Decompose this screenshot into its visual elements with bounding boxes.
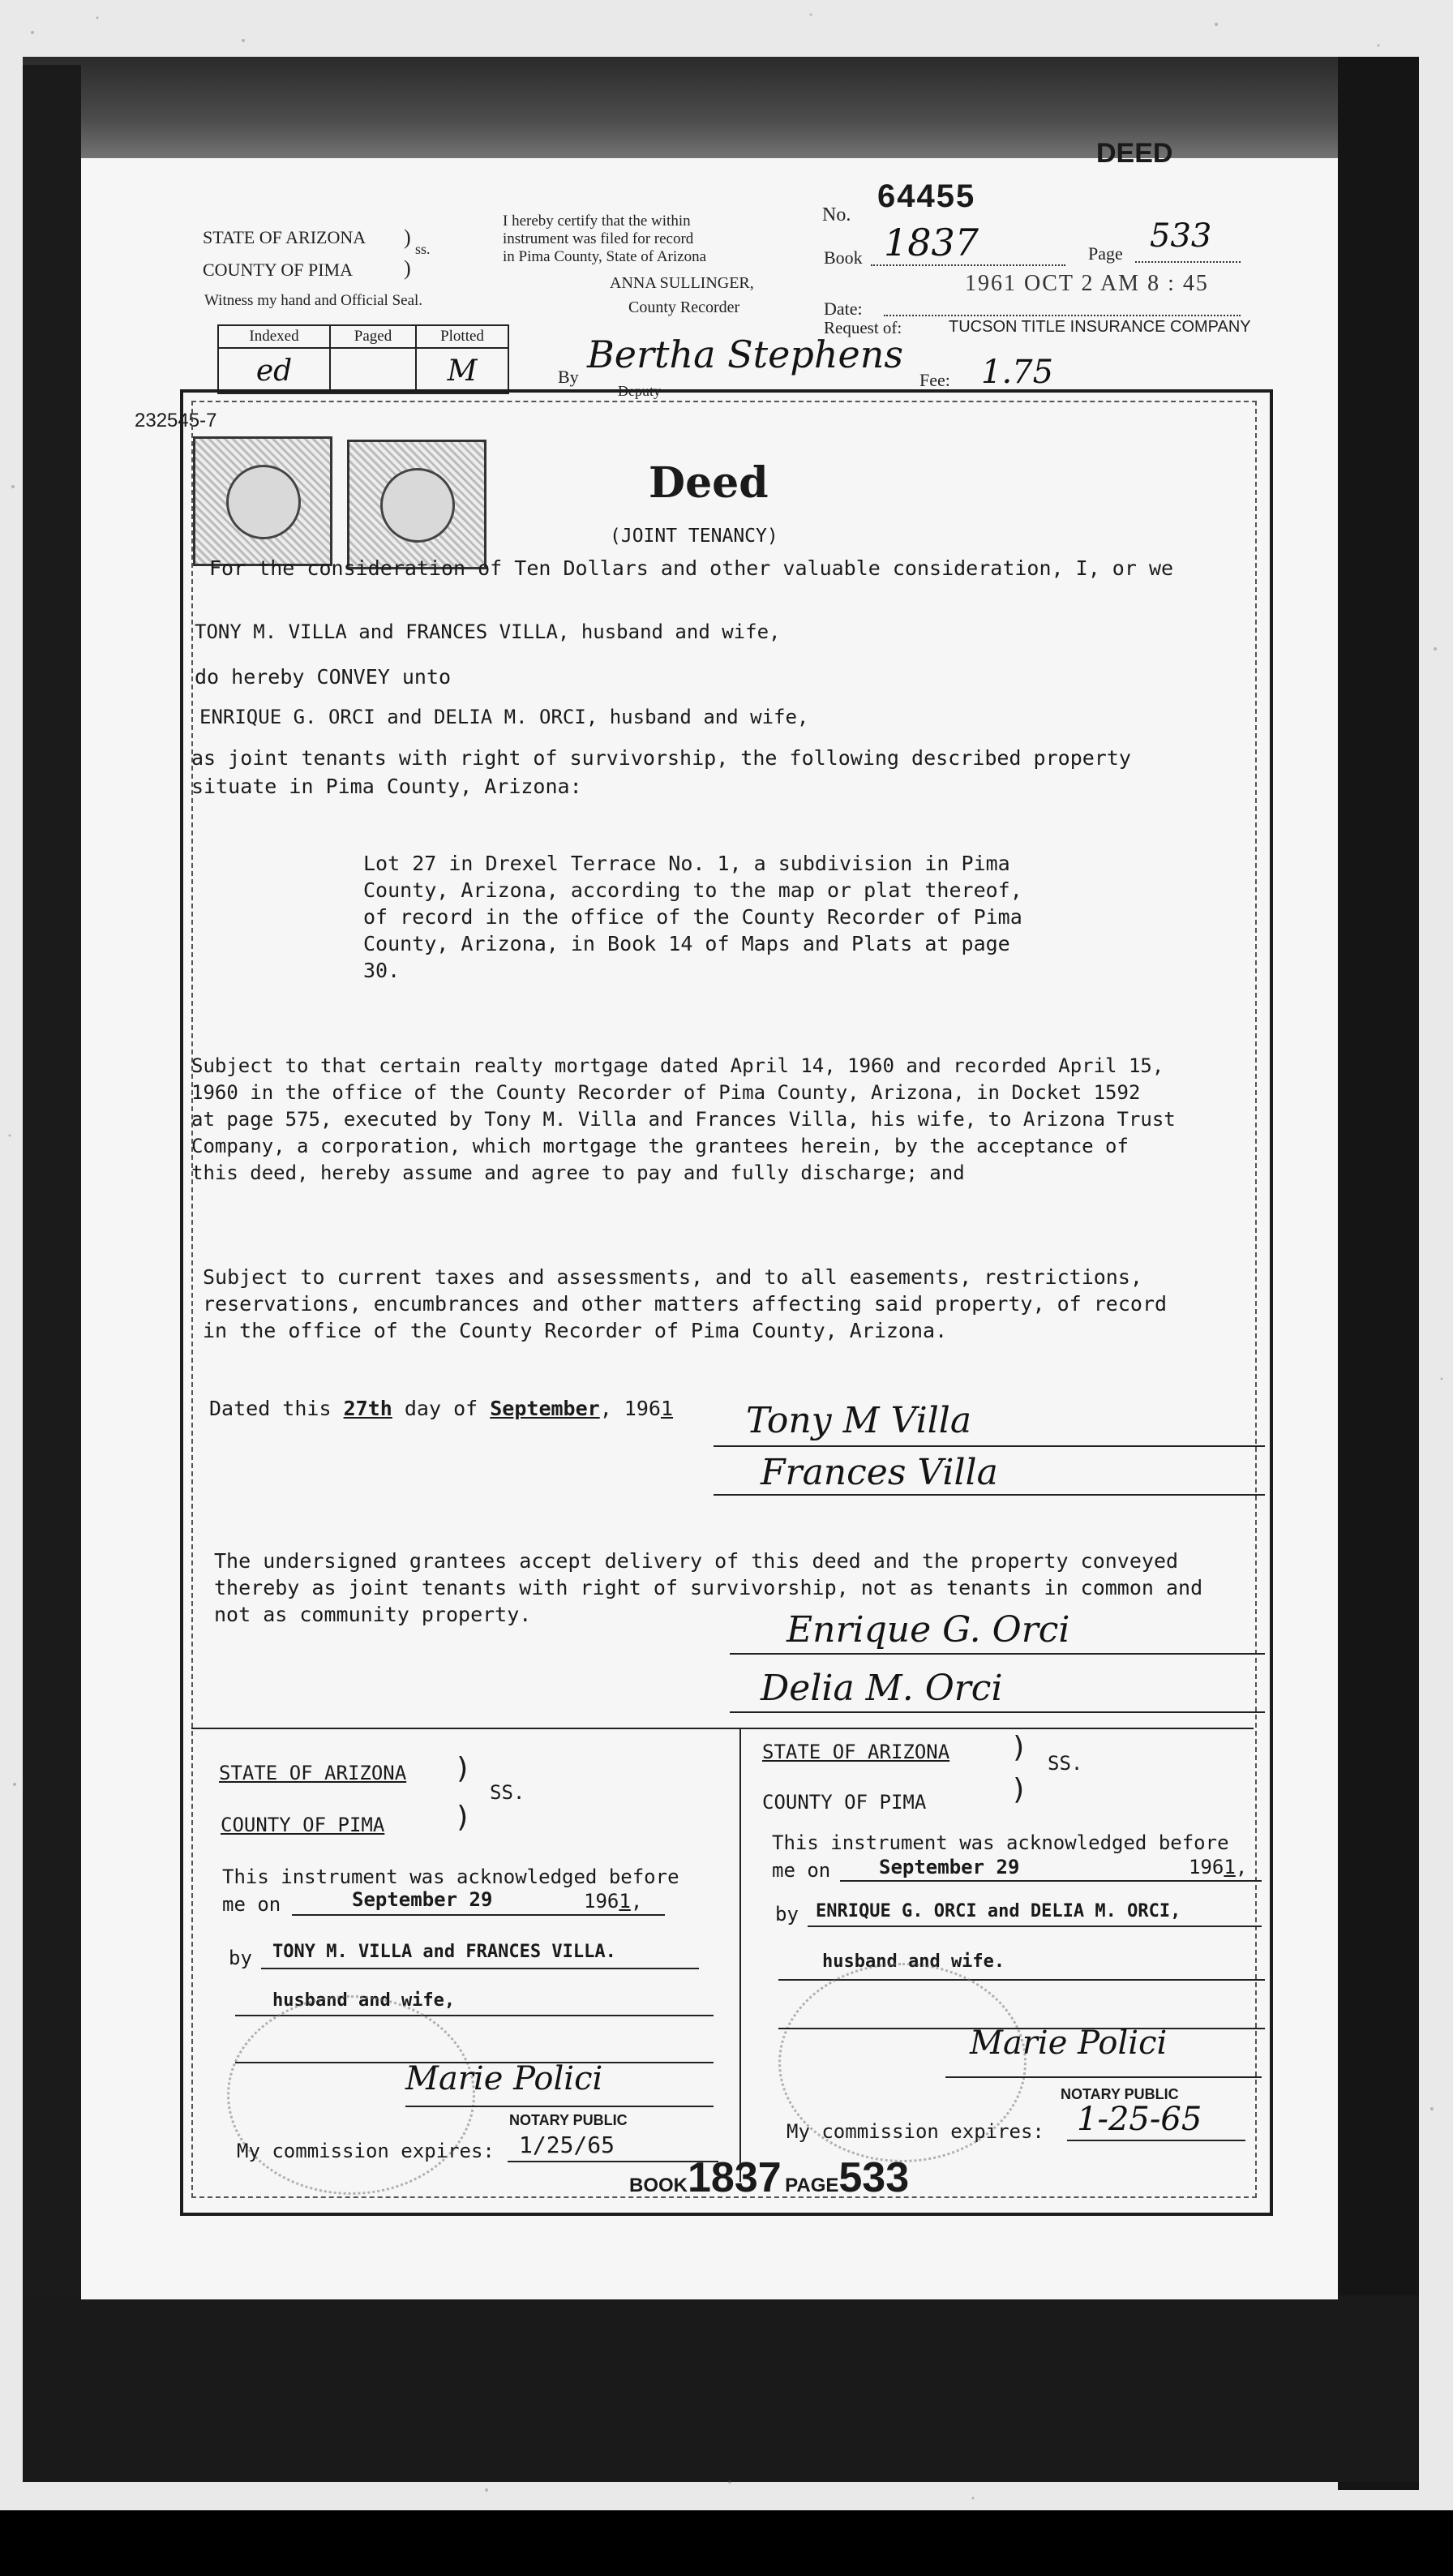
ack-divider — [191, 1728, 1254, 1729]
index-header: Paged — [330, 325, 416, 348]
index-mark-cell — [416, 348, 508, 393]
revenue-stamp — [347, 440, 486, 569]
taxes-text: reservations, encumbrances and other matters affecting said property, of record — [203, 1292, 1168, 1316]
brace: ) — [454, 1752, 472, 1785]
handwritten-initials: ed — [255, 354, 293, 388]
state-label: STATE OF ARIZONA — [203, 227, 366, 247]
index-header: Indexed — [218, 325, 330, 348]
mortgage-text: Company, a corporation, which mortgage the grantees herein, by the acceptance of — [191, 1135, 1129, 1157]
ack-year-prefix: 196 — [584, 1890, 619, 1913]
commission-label: My commission expires: — [787, 2120, 1044, 2143]
ack-ss: SS. — [490, 1781, 525, 1804]
brace: ) — [404, 225, 411, 249]
legal-description-line: of record in the office of the County Recorder of Pima — [363, 905, 1022, 929]
revenue-stamp-seal — [380, 468, 455, 543]
commission-date: 1/25/65 — [519, 2132, 615, 2158]
grantee-signature: Enrique G. Orci — [787, 1609, 1070, 1651]
scan-border-left — [23, 65, 81, 2466]
form-line — [292, 1914, 665, 1916]
form-line — [1067, 2140, 1245, 2141]
signature-line — [945, 2076, 1262, 2078]
mortgage-text: Subject to that certain realty mortgage dated April 14, 1960 and recorded April 15, — [191, 1054, 1164, 1077]
grantor-signature: Tony M Villa — [746, 1400, 972, 1441]
book-value: 1837 — [884, 221, 979, 264]
revenue-stamp — [193, 436, 332, 566]
certify-line: I hereby certify that the within — [503, 213, 691, 230]
ack-by: by — [775, 1903, 799, 1926]
ack-divider — [739, 1728, 741, 2182]
index-table — [217, 324, 509, 394]
fee-value: 1.75 — [981, 354, 1054, 391]
deed-subtitle: (JOINT TENANCY) — [610, 526, 778, 547]
dated-month: September — [490, 1397, 600, 1420]
scan-bottom-band — [0, 2510, 1453, 2576]
mortgage-text: 1960 in the office of the County Recorder of Pima County, Arizona, in Docket 1592 — [191, 1081, 1141, 1104]
form-line — [840, 1880, 1262, 1882]
notary-signature: Marie Polici — [405, 2060, 603, 2097]
ack-year-digit: 1 — [1224, 1856, 1236, 1878]
date-label: Date: — [824, 298, 863, 319]
ack-year-digit: 1 — [619, 1890, 631, 1913]
footer-page-number: 533 — [838, 2154, 910, 2201]
dated-year-digit: 1 — [660, 1397, 674, 1420]
book-line — [871, 264, 1065, 266]
deputy-label: Deputy — [618, 383, 661, 399]
signature-line — [730, 1653, 1265, 1655]
grantors-text: TONY M. VILLA and FRANCES VILLA, husband and wife, — [195, 620, 781, 643]
revenue-stamp-seal — [226, 465, 301, 539]
convey-text: do hereby CONVEY unto — [195, 665, 452, 689]
recorder-name: ANNA SULLINGER, — [610, 274, 754, 292]
acceptance-text: thereby as joint tenants with right of survivorship, not as tenants in common and — [214, 1576, 1203, 1599]
scan-border-bottom — [23, 2295, 1419, 2482]
dated-day: 27th — [343, 1397, 392, 1420]
brace: ) — [1010, 1773, 1028, 1806]
date-stamp: 1961 OCT 2 AM 8 : 45 — [965, 271, 1209, 296]
book-page-stamp — [629, 2153, 909, 2202]
acceptance-text: not as community property. — [214, 1603, 532, 1626]
page-value: 533 — [1150, 217, 1212, 255]
notary-public-label: NOTARY PUBLIC — [509, 2112, 628, 2128]
brace: ) — [404, 256, 411, 280]
index-mark-cell — [330, 348, 416, 393]
legal-description-line: 30. — [363, 959, 401, 982]
notary-signature: Marie Polici — [970, 2024, 1168, 2062]
ack-state: STATE OF ARIZONA — [762, 1741, 950, 1763]
book-label: Book — [824, 247, 863, 268]
by-label: By — [558, 367, 579, 387]
dated-prefix: Dated this — [209, 1397, 332, 1420]
grantees-text: ENRIQUE G. ORCI and DELIA M. ORCI, husband and wife, — [199, 706, 809, 728]
dated-year-prefix: , 196 — [599, 1397, 661, 1420]
document-number: 232545-7 — [135, 410, 217, 431]
index-mark-cell — [218, 348, 330, 393]
ack-by: by — [229, 1947, 252, 1969]
signature-line — [714, 1494, 1265, 1496]
deed-label: DEED — [1096, 138, 1173, 169]
deputy-signature: Bertha Stephens — [587, 333, 903, 376]
joint-tenancy-text: situate in Pima County, Arizona: — [191, 775, 582, 798]
commission-label: My commission expires: — [237, 2140, 495, 2162]
deed-title: Deed — [649, 458, 769, 508]
ack-names: ENRIQUE G. ORCI and DELIA M. ORCI, — [816, 1901, 1181, 1921]
signature-line — [730, 1711, 1265, 1713]
dated-mid: day of — [404, 1397, 478, 1420]
taxes-text: in the office of the County Recorder of Pima County, Arizona. — [203, 1319, 948, 1342]
signature-line — [405, 2106, 714, 2107]
legal-description-line: Lot 27 in Drexel Terrace No. 1, a subdivision in Pima — [363, 852, 1010, 875]
ack-relation: husband and wife, — [272, 1990, 456, 2011]
acceptance-text: The undersigned grantees accept delivery of this deed and the property conveyed — [214, 1549, 1179, 1573]
request-label: Request of: — [824, 318, 902, 337]
signature-line — [714, 1445, 1265, 1447]
page-line — [1135, 261, 1241, 263]
form-line — [261, 1968, 699, 1969]
fee-label: Fee: — [919, 370, 950, 390]
legal-description-line: County, Arizona, according to the map or plat thereof, — [363, 878, 1022, 902]
ack-year: 1961, — [1189, 1856, 1248, 1878]
date-line — [884, 315, 1241, 316]
ack-date: September 29 — [879, 1856, 1020, 1878]
ack-line: This instrument was acknowledged before — [772, 1831, 1229, 1854]
mortgage-text: this deed, hereby assume and agree to pay and fully discharge; and — [191, 1161, 965, 1184]
brace: ) — [454, 1801, 472, 1834]
form-line — [808, 1926, 1262, 1927]
ack-relation: husband and wife. — [822, 1951, 1005, 1972]
ss-label: ss. — [415, 241, 431, 257]
commission-date: 1-25-65 — [1077, 2101, 1202, 2138]
certify-line: instrument was filed for record — [503, 230, 694, 247]
brace: ) — [1010, 1731, 1028, 1764]
page-label: Page — [1088, 243, 1123, 264]
consideration-text: For the consideration of Ten Dollars and other valuable consideration, I, or we — [209, 556, 1174, 580]
footer-book-number: 1837 — [688, 2154, 782, 2201]
handwritten-initials: M — [447, 354, 478, 388]
ack-county: COUNTY OF PIMA — [221, 1814, 385, 1836]
recording-number: 64455 — [877, 178, 976, 214]
ack-year: 1961, — [584, 1890, 643, 1913]
scan-border-top — [23, 57, 1419, 162]
scan-border-right — [1338, 57, 1419, 2490]
witness-text: Witness my hand and Official Seal. — [204, 292, 423, 309]
ack-year-prefix: 196 — [1189, 1856, 1224, 1878]
ack-date: September 29 — [352, 1888, 493, 1911]
taxes-text: Subject to current taxes and assessments, and to all easements, restrictions, — [203, 1265, 1142, 1289]
ack-line: This instrument was acknowledged before — [222, 1865, 679, 1888]
grantee-signature: Delia M. Orci — [761, 1668, 1003, 1709]
legal-description-line: County, Arizona, in Book 14 of Maps and Plats at page — [363, 932, 1010, 955]
recorder-title: County Recorder — [628, 298, 740, 316]
dated-line — [209, 1397, 673, 1420]
index-header: Plotted — [416, 325, 508, 348]
footer-book-label: BOOK — [629, 2175, 688, 2196]
notary-public-label: NOTARY PUBLIC — [1061, 2086, 1179, 2102]
request-value: TUCSON TITLE INSURANCE COMPANY — [949, 318, 1251, 336]
ack-county: COUNTY OF PIMA — [762, 1791, 927, 1814]
certify-line: in Pima County, State of Arizona — [503, 248, 707, 265]
county-label: COUNTY OF PIMA — [203, 260, 353, 280]
ack-names: TONY M. VILLA and FRANCES VILLA. — [272, 1942, 616, 1962]
no-label: No. — [822, 204, 851, 225]
ack-state: STATE OF ARIZONA — [219, 1762, 407, 1784]
mortgage-text: at page 575, executed by Tony M. Villa and Frances Villa, his wife, to Arizona Trust — [191, 1108, 1176, 1131]
ack-ss: SS. — [1048, 1752, 1083, 1775]
grantor-signature: Frances Villa — [761, 1452, 998, 1493]
ack-me-on: me on — [772, 1859, 831, 1882]
footer-page-label: PAGE — [785, 2175, 839, 2196]
joint-tenancy-text: as joint tenants with right of survivorship, the following described property — [191, 746, 1131, 770]
ack-me-on: me on — [222, 1893, 281, 1916]
